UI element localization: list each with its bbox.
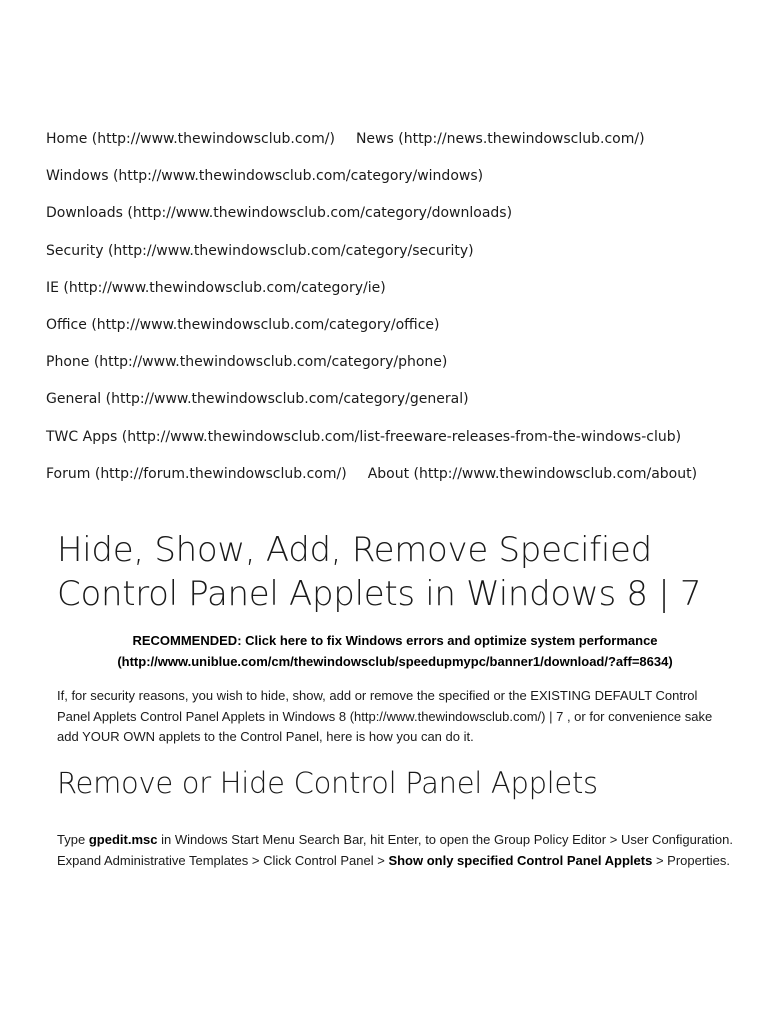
nav-link-phone[interactable]: Phone (http://www.thewindowsclub.com/category/phone) xyxy=(46,354,448,371)
nav-link-label: About xyxy=(367,465,410,482)
recommended-text: : Click here to fix Windows errors and optimize system performance xyxy=(237,633,658,648)
gpedit-command: gpedit.msc xyxy=(88,831,158,847)
nav-link-label: Security xyxy=(46,242,104,259)
recommended-banner xyxy=(57,630,733,672)
nav-link-url: http://www.thewindowsclub.com/category/office xyxy=(96,316,434,333)
nav-link-news[interactable]: News (http://news.thewindowsclub.com/) xyxy=(355,131,645,147)
site-navigation xyxy=(46,128,746,500)
nav-row xyxy=(46,388,746,425)
nav-link-label: Forum xyxy=(46,465,91,482)
nav-row xyxy=(46,202,746,239)
nav-row xyxy=(46,128,746,165)
nav-link-security[interactable]: Security (http://www.thewindowsclub.com/category/security) xyxy=(46,242,474,259)
recommended-url-link[interactable]: (http://www.uniblue.com/cm/thewindowsclub/speedupmypc/banner1/download/?aff=8634) xyxy=(117,654,673,669)
section-heading: Remove or Hide Control Panel Applets xyxy=(57,765,598,800)
recommended-link[interactable] xyxy=(132,633,657,648)
nav-row xyxy=(46,277,746,314)
recommended-prefix: RECOMMENDED xyxy=(132,633,238,648)
nav-link-url: http://www.thewindowsclub.com/category/general xyxy=(111,391,464,408)
steps-text-1: Type xyxy=(57,831,89,847)
nav-link-url: http://www.thewindowsclub.com/category/security xyxy=(113,242,469,259)
nav-link-label: News xyxy=(355,131,394,147)
nav-link-label: TWC Apps xyxy=(46,428,118,445)
nav-row xyxy=(46,314,746,351)
nav-link-url: http://www.thewindowsclub.com/category/phone xyxy=(99,354,442,371)
nav-link-url: http://news.thewindowsclub.com/ xyxy=(403,131,640,147)
nav-row xyxy=(46,165,746,202)
intro-text-2: | 7 , or for convenience sake add YOUR OWN applets to the Control Panel, here is how you can do it. xyxy=(57,708,713,744)
article xyxy=(57,528,733,884)
nav-link-label: Downloads xyxy=(46,205,123,222)
nav-row xyxy=(46,463,746,500)
instructions-paragraph xyxy=(57,829,733,871)
nav-link-downloads[interactable]: Downloads (http://www.thewindowsclub.com/category/downloads) xyxy=(46,205,513,222)
nav-row xyxy=(46,240,746,277)
article-title: Hide, Show, Add, Remove Specified Control Panel Applets in Windows 8 | 7 xyxy=(57,530,702,614)
nav-link-url: http://www.thewindowsclub.com/about xyxy=(419,465,692,482)
nav-link-label: IE xyxy=(46,279,59,296)
nav-row xyxy=(46,351,746,388)
nav-link-url: http://www.thewindowsclub.com/category/ie xyxy=(68,279,381,296)
nav-link-about[interactable]: About (http://www.thewindowsclub.com/about) xyxy=(367,465,698,482)
intro-text-1: If, for security reasons, you wish to hide, show, add or remove the specified or the EXISTING DEFAULT Control Panel Applets Control Panel Applets in Windows 8 xyxy=(57,688,698,724)
nav-link-home[interactable]: Home (http://www.thewindowsclub.com/) xyxy=(46,131,335,147)
intro-paragraph xyxy=(57,686,733,748)
nav-link-url: http://forum.thewindowsclub.com/ xyxy=(100,465,342,482)
nav-link-label: General xyxy=(46,391,102,408)
nav-link-label: Home xyxy=(46,131,88,147)
nav-link-office[interactable]: Office (http://www.thewindowsclub.com/category/office) xyxy=(46,316,440,333)
nav-link-label: Phone xyxy=(46,354,90,371)
nav-link-url: http://www.thewindowsclub.com/category/downloads xyxy=(132,205,507,222)
nav-link-forum[interactable]: Forum (http://forum.thewindowsclub.com/) xyxy=(46,465,347,482)
nav-link-general[interactable]: General (http://www.thewindowsclub.com/category/general) xyxy=(46,391,469,408)
policy-setting-name: Show only specified Control Panel Applets xyxy=(388,852,653,868)
nav-link-twc-apps[interactable]: TWC Apps (http://www.thewindowsclub.com/list-freeware-releases-from-the-windows-club) xyxy=(46,428,682,445)
nav-row xyxy=(46,426,746,463)
nav-link-windows[interactable]: Windows (http://www.thewindowsclub.com/category/windows) xyxy=(46,168,484,185)
steps-text-2: in Windows Start Menu Search Bar, hit Enter, to open the Group Policy Editor > User Configuration. Expand Administrative Templates > Click Control Panel > xyxy=(57,831,733,868)
steps-text-3: > Properties. xyxy=(652,852,731,868)
nav-link-url: http://www.thewindowsclub.com/ xyxy=(97,131,330,147)
windows-8-link[interactable]: (http://www.thewindowsclub.com/) xyxy=(349,708,546,724)
nav-link-label: Windows xyxy=(46,168,109,185)
nav-link-ie[interactable]: IE (http://www.thewindowsclub.com/category/ie) xyxy=(46,279,386,296)
nav-link-url: http://www.thewindowsclub.com/category/windows xyxy=(118,168,478,185)
nav-link-label: Office xyxy=(46,316,87,333)
nav-link-url: http://www.thewindowsclub.com/list-freeware-releases-from-the-windows-club xyxy=(127,428,676,445)
